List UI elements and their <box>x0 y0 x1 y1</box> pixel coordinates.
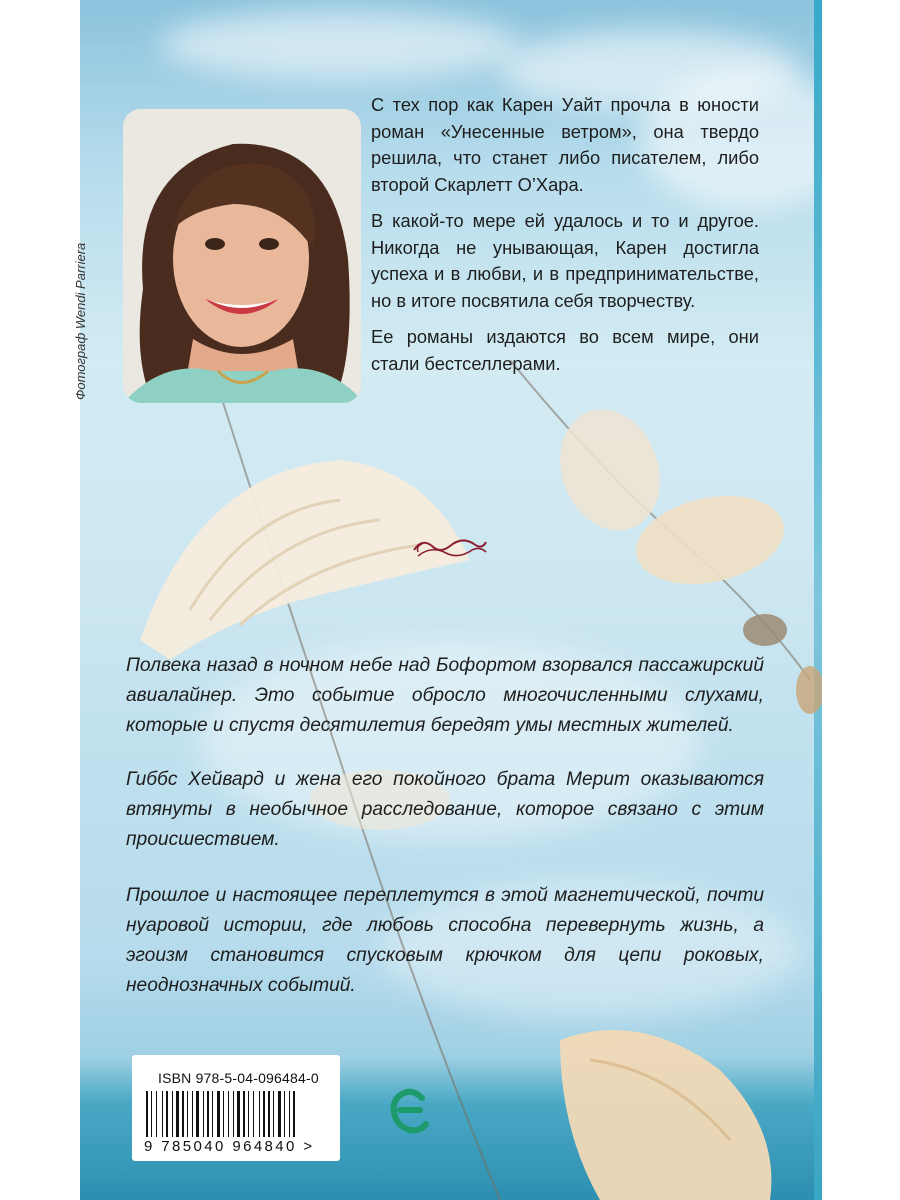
synopsis-paragraph: Полвека назад в ночном небе над Бофортом взорвался пассажирский авиалайнер. Это событие обросло многочисленными слухами, которые и спустя десятилетия бередят умы местных жителей. <box>126 655 764 736</box>
eksmo-logo-icon <box>386 1086 430 1136</box>
barcode-bar <box>263 1091 265 1137</box>
synopsis <box>126 651 764 1025</box>
barcode-bar <box>243 1091 245 1137</box>
bio-paragraph: Ее романы издаются во всем мире, они стали бестселлерами. <box>371 326 759 374</box>
barcode-icon <box>146 1091 326 1137</box>
barcode-bar <box>248 1091 249 1137</box>
barcode-bar <box>223 1091 224 1137</box>
barcode-bar <box>233 1091 234 1137</box>
barcode-bar <box>151 1091 152 1137</box>
barcode-bar <box>253 1091 254 1137</box>
barcode-bar <box>182 1091 184 1137</box>
barcode-bar <box>162 1091 163 1137</box>
barcode-bar <box>176 1091 179 1137</box>
photo-credit: Фотограф Wendi Parriera <box>73 242 88 400</box>
synopsis-paragraph: Прошлое и настоящее переплетутся в этой магнетической, почти нуаровой истории, где любовь способна перевернуть жизнь, а эгоизм становится спусковым крючком для цепи роковых, неоднозначных событий. <box>126 885 764 996</box>
barcode-bar <box>273 1091 274 1137</box>
barcode-bar <box>289 1091 290 1137</box>
barcode-bar <box>146 1091 148 1137</box>
author-portrait-image <box>123 109 361 403</box>
ornament-divider-icon <box>410 532 490 566</box>
barcode-bar <box>172 1091 173 1137</box>
barcode-bar <box>268 1091 270 1137</box>
author-photo <box>123 109 361 403</box>
barcode-panel <box>132 1055 340 1161</box>
bio-paragraph: В какой-то мере ей удалось и то и другое. Никогда не унывающая, Карен достигла успеха и в любви, и в предпринимательстве, но в итоге посвятила себя творчеству. <box>371 210 759 311</box>
barcode-bar <box>278 1091 281 1137</box>
barcode-bar <box>156 1091 157 1137</box>
isbn-label: ISBN 978-5-04-096484-0 <box>158 1070 319 1086</box>
barcode-bar <box>196 1091 199 1137</box>
barcode-bar <box>187 1091 188 1137</box>
barcode-bar <box>293 1091 295 1137</box>
bio-paragraph: С тех пор как Карен Уайт прочла в юности роман «Унесенные ветром», она твердо решила, что станет либо писателем, либо второй Скарлетт О’Хара. <box>371 94 759 195</box>
barcode-bar <box>166 1091 168 1137</box>
author-bio <box>371 92 759 387</box>
barcode-bar <box>192 1091 193 1137</box>
barcode-digits: 9 785040 964840 > <box>144 1138 315 1155</box>
barcode-bar <box>217 1091 220 1137</box>
synopsis-paragraph: Гиббс Хейвард и жена его покойного брата Мерит оказываются втянуты в необычное расследование, которое связано с этим происшествием. <box>126 769 764 850</box>
barcode-bar <box>212 1091 213 1137</box>
page-margin <box>822 0 900 1200</box>
barcode-bar <box>284 1091 285 1137</box>
barcode-bar <box>207 1091 209 1137</box>
barcode-bar <box>203 1091 204 1137</box>
barcode-bar <box>259 1091 260 1137</box>
barcode-bar <box>237 1091 240 1137</box>
barcode-bar <box>228 1091 229 1137</box>
